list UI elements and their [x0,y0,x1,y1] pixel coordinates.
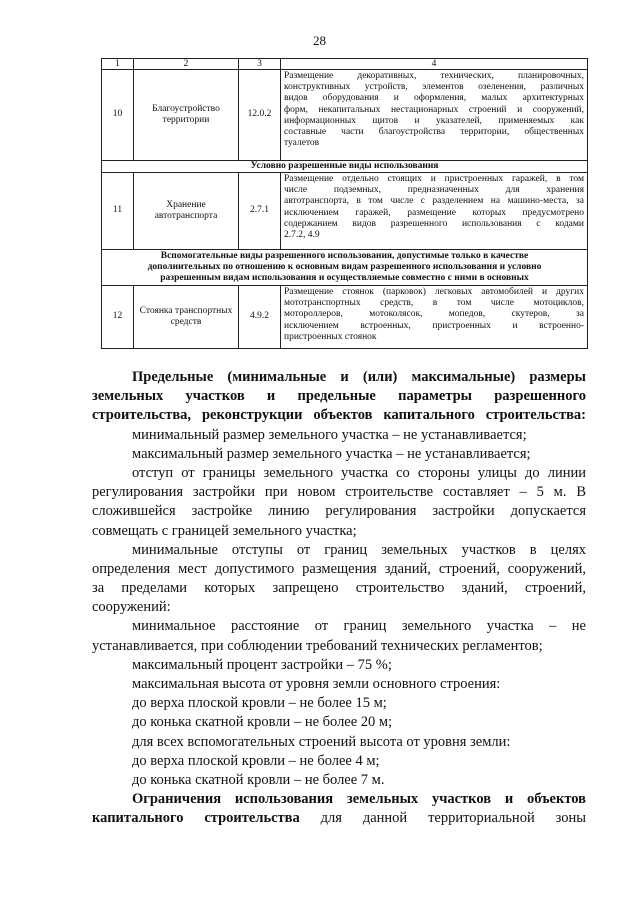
paragraph-setback-line: регулирования застройки при новом строительстве составляет – 5 м. В [92,484,586,501]
table-header-cell: 2 [134,59,239,70]
description-line: туалетов [284,138,320,149]
body-text [92,368,586,829]
use-name: Стоянка транспортных средств [134,286,239,349]
section-line: дополнительных по отношению к основным видам разрешенного использования и условно [147,262,542,272]
description-line: исключением гаражей, размещение которых предусмотрено [284,207,584,218]
description-line: Размещение стоянок (парковок) легковых автомобилей и других [284,287,584,297]
table-header-cell: 3 [239,59,281,70]
use-code: 2.7.1 [239,173,281,250]
description-line: видов оборудования и оформления, малых архитектурных [284,93,584,104]
description-line: мототранспортных средств, в том числе мотоциклов, [284,298,584,309]
paragraph-max-height: максимальная высота от уровня земли основного строения: [132,676,501,692]
description-line: конструктивных устройств, элементов озеленения, различных [284,82,584,93]
description-line: Размещение декоративных, технических, планировочных, [284,71,584,81]
paragraph-flat-roof-main: до верха плоской кровли – не более 15 м; [132,695,387,712]
land-use-table [101,58,588,349]
description-line: составные части благоустройства территории, общественных [284,127,584,138]
section-row [102,250,588,286]
table-header-cell: 1 [102,59,134,70]
table-row [102,286,588,349]
use-description [281,70,588,161]
description-line: форм, некапитальных нестационарных строений и сооружений, [284,104,584,115]
paragraph-offsets-line: за пределами которых запрещено строительство зданий, строений, [92,580,586,597]
use-description [281,173,588,250]
paragraph-setback-line: совмещать с границей земельного участка; [92,522,357,539]
table-header-row [102,59,588,70]
description-line: исключением встроенных, пристроенных и встроенно- [284,320,584,331]
description-line: автотранспорта, в том числе с разделением на машино-места, за [284,196,584,207]
use-name: Благоустройство территории [134,70,239,161]
table-row [102,70,588,161]
paragraph-max-area: максимальный размер земельного участка – не устанавливается; [132,445,531,462]
paragraph-offsets-line: сооружений: [92,599,171,616]
paragraph-min-area: минимальный размер земельного участка – не устанавливается; [132,426,527,443]
table-header-cell: 4 [281,59,588,70]
section-row [102,161,588,173]
paragraph-distance-line: минимальное расстояние от границ земельного участка – не [132,618,586,635]
paragraph-flat-roof-aux: до верха плоской кровли – не более 4 м; [132,752,380,769]
paragraph-offsets-line: определения мест допустимого размещения зданий, строений, сооружений, [92,560,586,577]
heading-line: строительства, реконструкции объектов капитального строительства: [92,407,586,424]
paragraph-pitched-roof-main: до конька скатной кровли – не более 20 м; [132,714,393,731]
restrictions-line-2 [92,809,586,828]
table-row [102,173,588,250]
paragraph-max-percent: максимальный процент застройки – 75 %; [132,656,392,673]
page-number: 28 [313,33,326,48]
description-line: мотороллеров, мотоколясок, мопедов, скутеров, за [284,309,584,320]
paragraph-setback-line: отступ от границы земельного участка со стороны улицы до линии [132,464,586,481]
description-line: содержанием видов разрешенного использования с кодами [284,218,584,229]
paragraph-aux-height: для всех вспомогательных строений высота от уровня земли: [132,733,511,750]
paragraph-pitched-roof-aux: до конька скатной кровли – не более 7 м. [132,771,385,788]
row-number: 12 [102,286,134,349]
section-title-conditional: Условно разрешенные виды использования [102,161,588,173]
use-description [281,286,588,349]
description-line: информационных щитов и указателей, применяемых как [284,115,584,126]
paragraph-setback-line: сложившейся застройке линию регулирования застройки допускается [92,503,586,520]
description-line: Размещение отдельно стоящих и пристроенных гаражей, в том [284,174,584,184]
paragraph-offsets-line: минимальные отступы от границ земельных участков в целях [132,541,586,558]
use-code: 12.0.2 [239,70,281,161]
row-number: 11 [102,173,134,250]
use-code: 4.9.2 [239,286,281,349]
heading-line: Предельные (минимальные и (или) максимальные) размеры [132,369,586,385]
section-line: Вспомогательные виды разрешенного использования, допустимые только в качестве [160,251,529,261]
description-line: числе подземных, предназначенных для хранения [284,185,584,196]
restrictions-line: Ограничения использования земельных участков и объектов [132,791,586,808]
heading-line: земельных участков и предельные параметры разрешенного [92,388,586,405]
row-number: 10 [102,70,134,161]
use-name: Хранение автотранспорта [134,173,239,250]
description-line: пристроенных стоянок [284,331,377,342]
section-line: разрешенным видам использования и осуществляемые совместно с ними в основных [160,273,529,283]
section-title-auxiliary [102,250,588,286]
restrictions-bold: капитального строительства [92,810,300,827]
paragraph-distance-line: устанавливается, при соблюдении требований технических регламентов; [92,637,543,654]
description-line: 2.7.2, 4.9 [284,230,320,241]
restrictions-tail: для данной территориальной зоны [299,810,586,827]
